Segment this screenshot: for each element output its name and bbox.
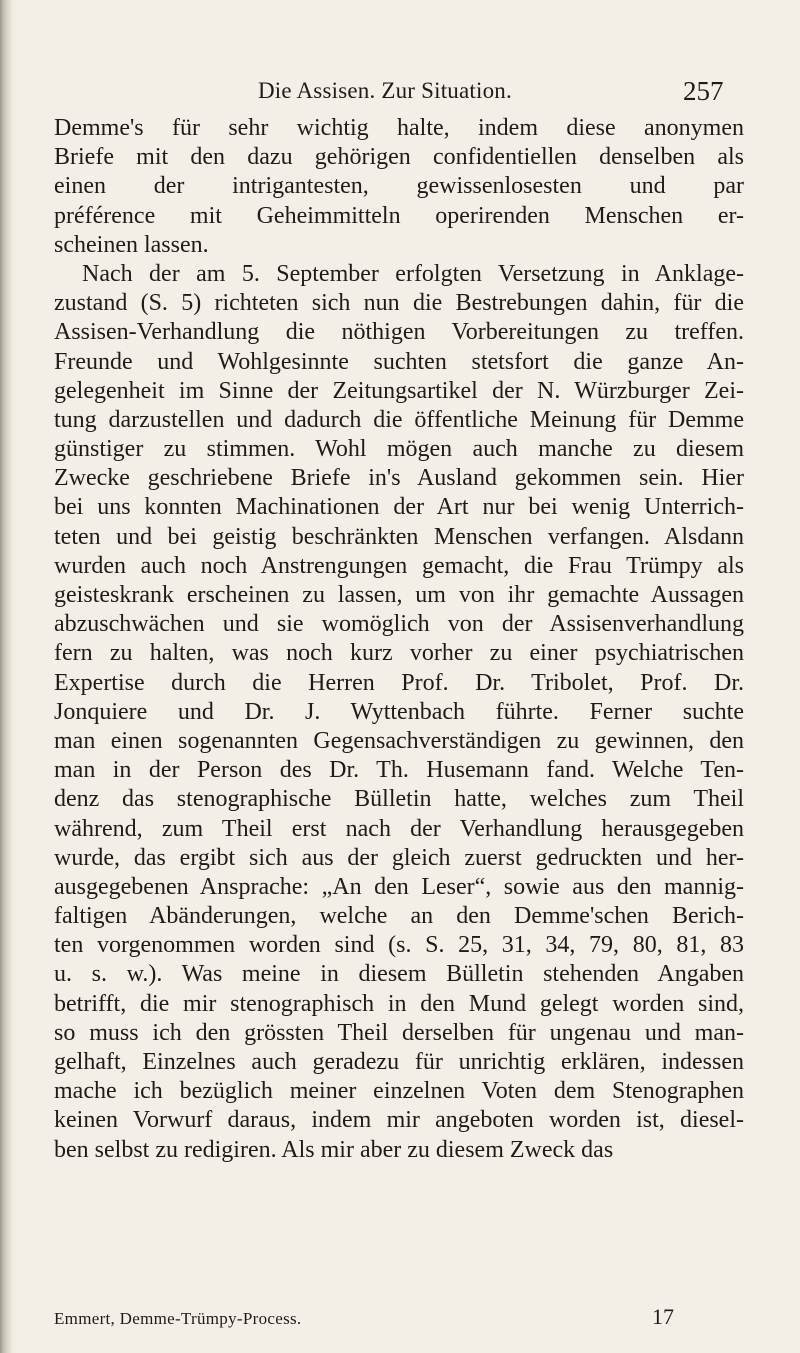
page-gutter-shadow <box>0 0 14 1353</box>
running-header-title: Die Assisen. Zur Situation. <box>258 78 512 103</box>
printer-signature: Emmert, Demme-Trümpy-Process. <box>54 1309 302 1328</box>
text-line: ausgegebenen Ansprache: „An den Leser“, sowie aus den mannig- <box>54 873 744 900</box>
running-header <box>0 74 800 114</box>
text-line: gelegenheit im Sinne der Zeitungsartikel der N. Würzburger Zei- <box>54 377 744 404</box>
text-line: ben selbst zu redigiren. Als mir aber zu diesem Zweck das <box>54 1136 614 1163</box>
text-line: denz das stenographische Bülletin hatte, welches zum Theil <box>54 786 744 813</box>
body-text <box>54 114 744 1165</box>
page-footer <box>54 1303 744 1333</box>
text-line: Expertise durch die Herren Prof. Dr. Tribolet, Prof. Dr. <box>54 669 744 696</box>
text-line: préférence mit Geheimmitteln operirenden Menschen er- <box>54 202 744 229</box>
text-line: keinen Vorwurf daraus, indem mir angeboten worden ist, diesel- <box>54 1107 744 1134</box>
text-line: Briefe mit den dazu gehörigen confidentiellen denselben als <box>54 144 744 171</box>
text-line: betrifft, die mir stenographisch in den Mund gelegt worden sind, <box>54 990 744 1017</box>
text-line: Zwecke geschriebene Briefe in's Ausland gekommen sein. Hier <box>54 465 744 492</box>
text-line: fern zu halten, was noch kurz vorher zu einer psychiatrischen <box>54 640 744 667</box>
text-line: man einen sogenannten Gegensachverständigen zu gewinnen, den <box>54 727 744 754</box>
page-number: 257 <box>683 76 724 106</box>
text-line: Demme's für sehr wichtig halte, indem diese anonymen <box>54 115 744 141</box>
text-line: man in der Person des Dr. Th. Husemann fand. Welche Ten- <box>54 757 744 784</box>
text-line: während, zum Theil erst nach der Verhandlung herausgegeben <box>54 815 744 842</box>
text-line: mache ich bezüglich meiner einzelnen Voten dem Stenographen <box>54 1078 744 1105</box>
text-line: so muss ich den grössten Theil derselben für ungenau und man- <box>54 1019 744 1046</box>
text-line: ten vorgenommen worden sind (s. S. 25, 31, 34, 79, 80, 81, 83 <box>54 932 744 959</box>
text-line: gelhaft, Einzelnes auch geradezu für unrichtig erklären, indessen <box>54 1049 744 1075</box>
text-line: faltigen Abänderungen, welche an den Demme'schen Berich- <box>54 903 744 930</box>
text-line: einen der intrigantesten, gewissenlosesten und par <box>54 173 744 200</box>
text-line: zustand (S. 5) richteten sich nun die Bestrebungen dahin, für die <box>54 290 744 317</box>
text-line: wurde, das ergibt sich aus der gleich zuerst gedruckten und her- <box>54 844 744 871</box>
text-line: Nach der am 5. September erfolgten Versetzung in Anklage- <box>82 260 744 287</box>
text-line: bei uns konnten Machinationen der Art nur bei wenig Unterrich- <box>54 494 744 521</box>
text-line: abzuschwächen und sie womöglich von der Assisenverhandlung <box>54 611 744 638</box>
text-line: teten und bei geistig beschränkten Menschen verfangen. Alsdann <box>54 523 744 550</box>
text-line: tung darzustellen und dadurch die öffentliche Meinung für Demme <box>54 406 744 433</box>
text-line: Assisen-Verhandlung die nöthigen Vorbereitungen zu treffen. <box>54 319 744 346</box>
text-line: wurden auch noch Anstrengungen gemacht, die Frau Trümpy als <box>54 552 744 579</box>
text-line: geisteskrank erscheinen zu lassen, um von ihr gemachte Aussagen <box>54 582 744 608</box>
sheet-number: 17 <box>652 1304 674 1329</box>
text-line: Jonquiere und Dr. J. Wyttenbach führte. Ferner suchte <box>54 698 744 725</box>
text-line: scheinen lassen. <box>54 231 209 258</box>
text-line: u. s. w.). Was meine in diesem Bülletin stehenden Angaben <box>54 961 744 988</box>
text-line: günstiger zu stimmen. Wohl mögen auch manche zu diesem <box>54 436 744 463</box>
text-line: Freunde und Wohlgesinnte suchten stetsfort die ganze An- <box>54 348 744 375</box>
